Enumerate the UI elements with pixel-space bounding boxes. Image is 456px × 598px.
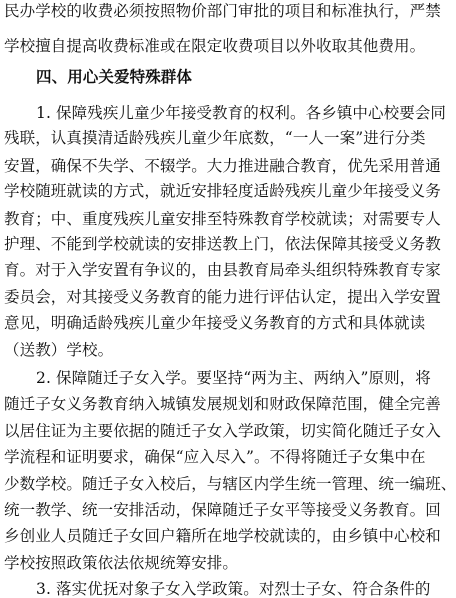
paragraph-line-7: 学校随班就读的方式，就近安排轻度适龄残疾儿童少年接受义务 bbox=[4, 182, 441, 200]
paragraph-line-9: 护理、不能到学校就读的安排送教上门，依法保障其接受义务教 bbox=[4, 235, 441, 253]
paragraph-line-8: 教育；中、重度残疾儿童安排至特殊教育学校就读；对需要专人 bbox=[4, 210, 441, 228]
paragraph-line-10: 育。对于入学安置有争议的，由县教育局牵头组织特殊教育专家 bbox=[4, 261, 441, 279]
paragraph-line-21: 学校按照政策依法依规统筹安排。 bbox=[4, 554, 239, 572]
paragraph-line-2: 学校擅自提高收费标准或在限定收费项目以外收取其他费用。 bbox=[4, 37, 426, 55]
paragraph-line-19: 统一教学、统一安排活动，保障随迁子女平等接受义务教育。回 bbox=[4, 501, 441, 519]
paragraph-line-22: 3. 落实优抚对象子女入学政策。对烈士子女、符合条件的 bbox=[36, 580, 431, 598]
paragraph-line-18: 少数学校。随迁子女入校后，与辖区内学生统一管理、统一编班、 bbox=[4, 475, 456, 493]
paragraph-line-15: 随迁子女义务教育纳入城镇发展规划和财政保障范围，健全完善 bbox=[4, 395, 441, 413]
paragraph-line-13: （送教）学校。 bbox=[4, 341, 114, 359]
paragraph-line-12: 意见，明确适龄残疾儿童少年接受义务教育的方式和具体就读 bbox=[4, 314, 426, 332]
paragraph-line-14: 2. 保障随迁子女入学。要坚持“两为主、两纳入”原则，将 bbox=[36, 369, 431, 387]
paragraph-line-6: 安置，确保不失学、不辍学。大力推进融合教育，优先采用普通 bbox=[4, 157, 441, 175]
paragraph-line-20: 乡创业人员随迁子女回户籍所在地学校就读的，由乡镇中心校和 bbox=[4, 527, 441, 545]
paragraph-line-1: 民办学校的收费必须按照物价部门审批的项目和标准执行，严禁 bbox=[4, 2, 441, 20]
paragraph-line-4: 1. 保障残疾儿童少年接受教育的权利。各乡镇中心校要会同 bbox=[36, 104, 447, 122]
paragraph-line-16: 以居住证为主要依据的随迁子女入学政策，切实简化随迁子女入 bbox=[4, 422, 441, 440]
paragraph-line-11: 委员会，对其接受义务教育的能力进行评估认定，提出入学安置 bbox=[4, 288, 441, 306]
section-heading: 四、用心关爱特殊群体 bbox=[36, 68, 193, 86]
paragraph-line-17: 学流程和证明要求，确保“应入尽入”。不得将随迁子女集中在 bbox=[4, 448, 426, 466]
paragraph-line-5: 残联，认真摸清适龄残疾儿童少年底数，“一人一案”进行分类 bbox=[4, 129, 426, 147]
